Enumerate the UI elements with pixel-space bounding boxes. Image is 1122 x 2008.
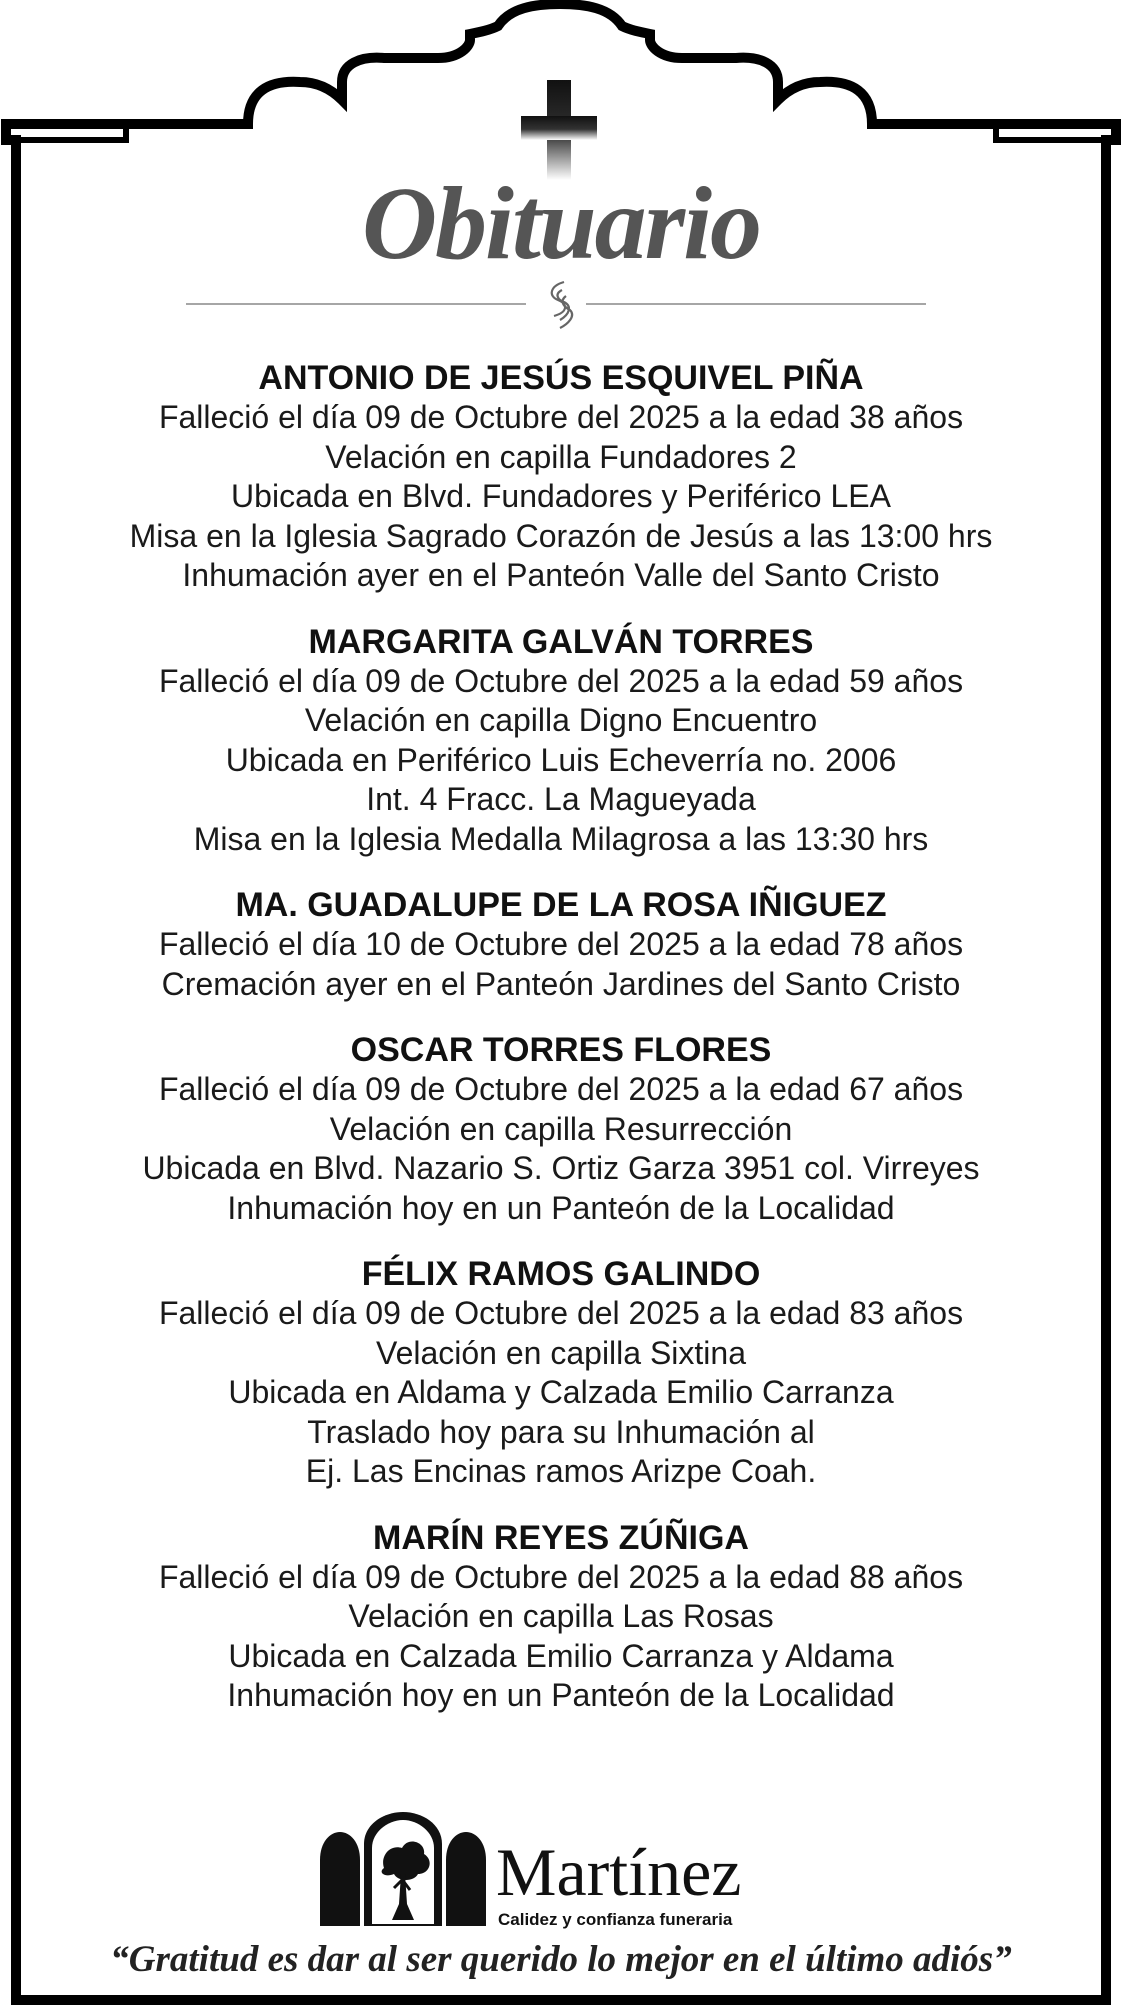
brand-name: Martínez	[496, 1834, 742, 1910]
obituary-list	[40, 358, 1082, 1742]
detail-line: Ubicada en Blvd. Nazario S. Ortiz Garza 3951 col. Virreyes	[142, 1150, 980, 1186]
detail-line: Ubicada en Blvd. Fundadores y Periférico LEA	[231, 478, 891, 514]
detail-line: Ej. Las Encinas ramos Arizpe Coah.	[305, 1453, 817, 1489]
detail-line: Velación en capilla Fundadores 2	[325, 438, 797, 475]
obituary-entry	[40, 1030, 1082, 1228]
deceased-name: MARÍN REYES ZÚÑIGA	[373, 1518, 749, 1557]
detail-line: Int. 4 Fracc. La Magueyada	[366, 781, 756, 817]
detail-line: Inhumación hoy en un Panteón de la Localidad	[227, 1189, 895, 1226]
detail-line: Falleció el día 10 de Octubre del 2025 a la edad 78 años	[158, 926, 964, 962]
detail-line: Falleció el día 09 de Octubre del 2025 a la edad 88 años	[158, 1558, 964, 1595]
detail-line: Falleció el día 09 de Octubre del 2025 a la edad 59 años	[158, 662, 964, 699]
detail-line: Velación en capilla Resurrección	[329, 1110, 793, 1147]
detail-line: Ubicada en Aldama y Calzada Emilio Carranza	[228, 1374, 894, 1410]
deceased-name: MARGARITA GALVÁN TORRES	[308, 622, 814, 661]
deceased-name: OSCAR TORRES FLORES	[350, 1031, 772, 1069]
detail-line: Ubicada en Periférico Luis Echeverría no. 2006	[225, 741, 897, 778]
detail-line: Inhumación hoy en un Panteón de la Localidad	[227, 1677, 895, 1713]
detail-line: Misa en la Iglesia Sagrado Corazón de Jesús a las 13:00 hrs	[129, 517, 993, 554]
brand-tagline: Calidez y confianza funeraria	[498, 1910, 733, 1929]
detail-line: Ubicada en Calzada Emilio Carranza y Aldama	[228, 1637, 894, 1674]
closing-quote: “Gratitud es dar al ser querido lo mejor en el último adiós”	[110, 1939, 1012, 1980]
obituary-entry	[40, 622, 1082, 860]
deceased-name: ANTONIO DE JESÚS ESQUIVEL PIÑA	[258, 359, 864, 397]
detail-line: Velación en capilla Sixtina	[375, 1334, 746, 1371]
detail-line: Misa en la Iglesia Medalla Milagrosa a las 13:30 hrs	[193, 820, 929, 857]
cross-icon	[521, 80, 597, 180]
detail-line: Inhumación ayer en el Panteón Valle del Santo Cristo	[182, 557, 940, 593]
detail-line: Cremación ayer en el Panteón Jardines del Santo Cristo	[161, 965, 961, 1002]
detail-line: Falleció el día 09 de Octubre del 2025 a la edad 83 años	[158, 1295, 964, 1331]
obituary-entry	[40, 358, 1082, 596]
obituary-entry	[40, 1518, 1082, 1716]
deceased-name: MA. GUADALUPE DE LA ROSA IÑIGUEZ	[235, 886, 887, 924]
scroll-ornament-icon	[186, 280, 926, 330]
detail-line: Traslado hoy para su Inhumación al	[307, 1413, 815, 1450]
detail-line: Falleció el día 09 de Octubre del 2025 a la edad 38 años	[158, 399, 964, 435]
deceased-name: FÉLIX RAMOS GALINDO	[361, 1255, 761, 1293]
detail-line: Falleció el día 09 de Octubre del 2025 a la edad 67 años	[158, 1071, 964, 1107]
detail-line: Velación en capilla Digno Encuentro	[304, 702, 818, 738]
page-title: Obituario	[361, 166, 761, 281]
obituary-entry	[40, 1254, 1082, 1492]
detail-line: Velación en capilla Las Rosas	[348, 1598, 774, 1634]
obituary-entry	[40, 885, 1082, 1004]
